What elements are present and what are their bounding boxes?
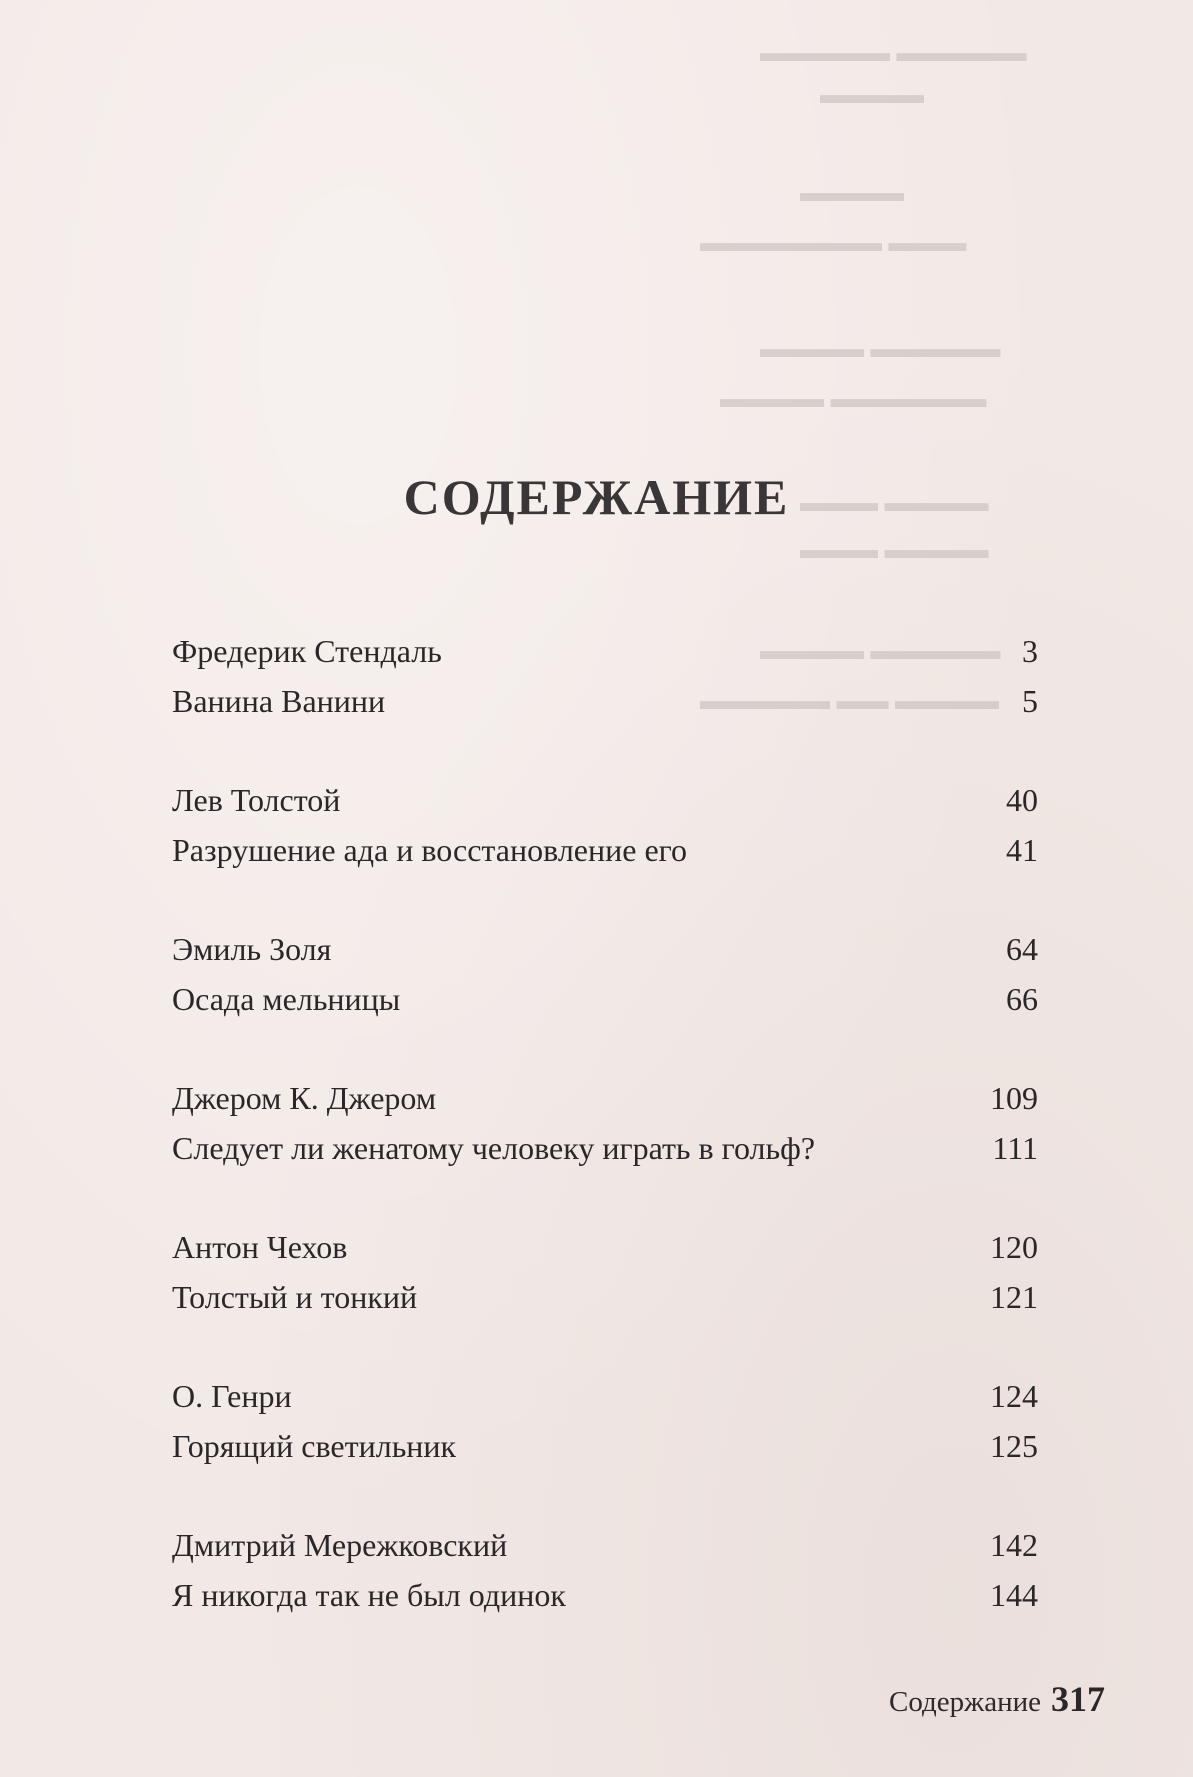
toc-entry bbox=[172, 924, 1038, 1024]
author-page-number: 3 bbox=[1022, 633, 1038, 669]
work-page-number: 125 bbox=[990, 1428, 1038, 1464]
toc-work-row[interactable] bbox=[172, 1421, 1038, 1471]
work-page-number: 111 bbox=[992, 1130, 1038, 1166]
toc-author-row[interactable] bbox=[172, 1371, 1038, 1421]
author-page-number: 109 bbox=[990, 1080, 1038, 1116]
author-page-number: 40 bbox=[1006, 782, 1038, 818]
author-page-number: 120 bbox=[990, 1229, 1038, 1265]
author-name: Фредерик Стендаль bbox=[172, 633, 442, 669]
toc-entry bbox=[172, 626, 1038, 726]
page-title: СОДЕРЖАНИЕ bbox=[403, 469, 790, 525]
toc-entry bbox=[172, 1073, 1038, 1173]
work-title: Ванина Ванини bbox=[172, 683, 386, 719]
running-footer bbox=[889, 1678, 1105, 1720]
author-page-number: 64 bbox=[1006, 931, 1038, 967]
toc-work-row[interactable] bbox=[172, 676, 1038, 726]
work-page-number: 41 bbox=[1006, 832, 1038, 868]
author-name: Эмиль Золя bbox=[172, 931, 332, 967]
book-page: ▬▬▬▬▬ ▬▬▬▬▬ ▬▬▬▬ ▬▬▬▬ ▬▬▬ ▬▬▬▬▬▬▬ ▬▬▬▬▬ ▬▬▬▬ ▬▬▬▬▬▬ ▬▬▬▬ ▬▬▬▬ ▬▬▬ ▬▬▬▬ ▬▬▬ ▬▬▬▬▬ ▬▬▬▬ ▬▬▬▬ ▬▬ ▬▬▬▬▬ СОДЕРЖАНИЕ Фредерик Стендаль 3 Ванина Ванини 5 Лев Толстой 40 Разрушение ада и восстановление его 41 Эмиль Золя 64 Осада мельницы 66 Джером К. Джером 109 Следует ли женатому человеку играть в гольф? 111 Антон Чехов 120 Толстый и тонкий 121 О. Генри 124 Горящий светильник 125 Дмитрий Мережковский 142 Я никогда так не был одинок 144 Содержание 317 bbox=[0, 0, 1193, 1777]
toc-author-row[interactable] bbox=[172, 1520, 1038, 1570]
work-page-number: 66 bbox=[1006, 981, 1038, 1017]
table-of-contents bbox=[172, 626, 1038, 1669]
author-page-number: 142 bbox=[990, 1527, 1038, 1563]
toc-work-row[interactable] bbox=[172, 1123, 1038, 1173]
toc-work-row[interactable] bbox=[172, 974, 1038, 1024]
work-title: Толстый и тонкий bbox=[172, 1279, 418, 1315]
toc-author-row[interactable] bbox=[172, 626, 1038, 676]
toc-entry bbox=[172, 1520, 1038, 1620]
toc-work-row[interactable] bbox=[172, 1272, 1038, 1322]
work-title: Осада мельницы bbox=[172, 981, 401, 1017]
work-title: Горящий светильник bbox=[172, 1428, 457, 1464]
toc-author-row[interactable] bbox=[172, 924, 1038, 974]
author-name: Дмитрий Мережковский bbox=[172, 1527, 508, 1563]
toc-author-row[interactable] bbox=[172, 1222, 1038, 1272]
toc-author-row[interactable] bbox=[172, 1073, 1038, 1123]
work-page-number: 144 bbox=[990, 1577, 1038, 1613]
author-name: Джером К. Джером bbox=[172, 1080, 437, 1116]
toc-entry bbox=[172, 1222, 1038, 1322]
work-title: Я никогда так не был одинок bbox=[172, 1577, 566, 1613]
author-name: О. Генри bbox=[172, 1378, 292, 1414]
toc-entry bbox=[172, 1371, 1038, 1471]
author-name: Антон Чехов bbox=[172, 1229, 348, 1265]
toc-author-row[interactable] bbox=[172, 775, 1038, 825]
work-title: Следует ли женатому человеку играть в гольф? bbox=[172, 1130, 816, 1166]
toc-work-row[interactable] bbox=[172, 825, 1038, 875]
footer-page-number: 317 bbox=[1051, 1679, 1105, 1719]
footer-section-label: Содержание bbox=[889, 1686, 1041, 1718]
work-page-number: 121 bbox=[990, 1279, 1038, 1315]
author-name: Лев Толстой bbox=[172, 782, 341, 818]
author-page-number: 124 bbox=[990, 1378, 1038, 1414]
work-title: Разрушение ада и восстановление его bbox=[172, 832, 687, 868]
work-page-number: 5 bbox=[1022, 683, 1038, 719]
toc-entry bbox=[172, 775, 1038, 875]
toc-work-row[interactable] bbox=[172, 1570, 1038, 1620]
